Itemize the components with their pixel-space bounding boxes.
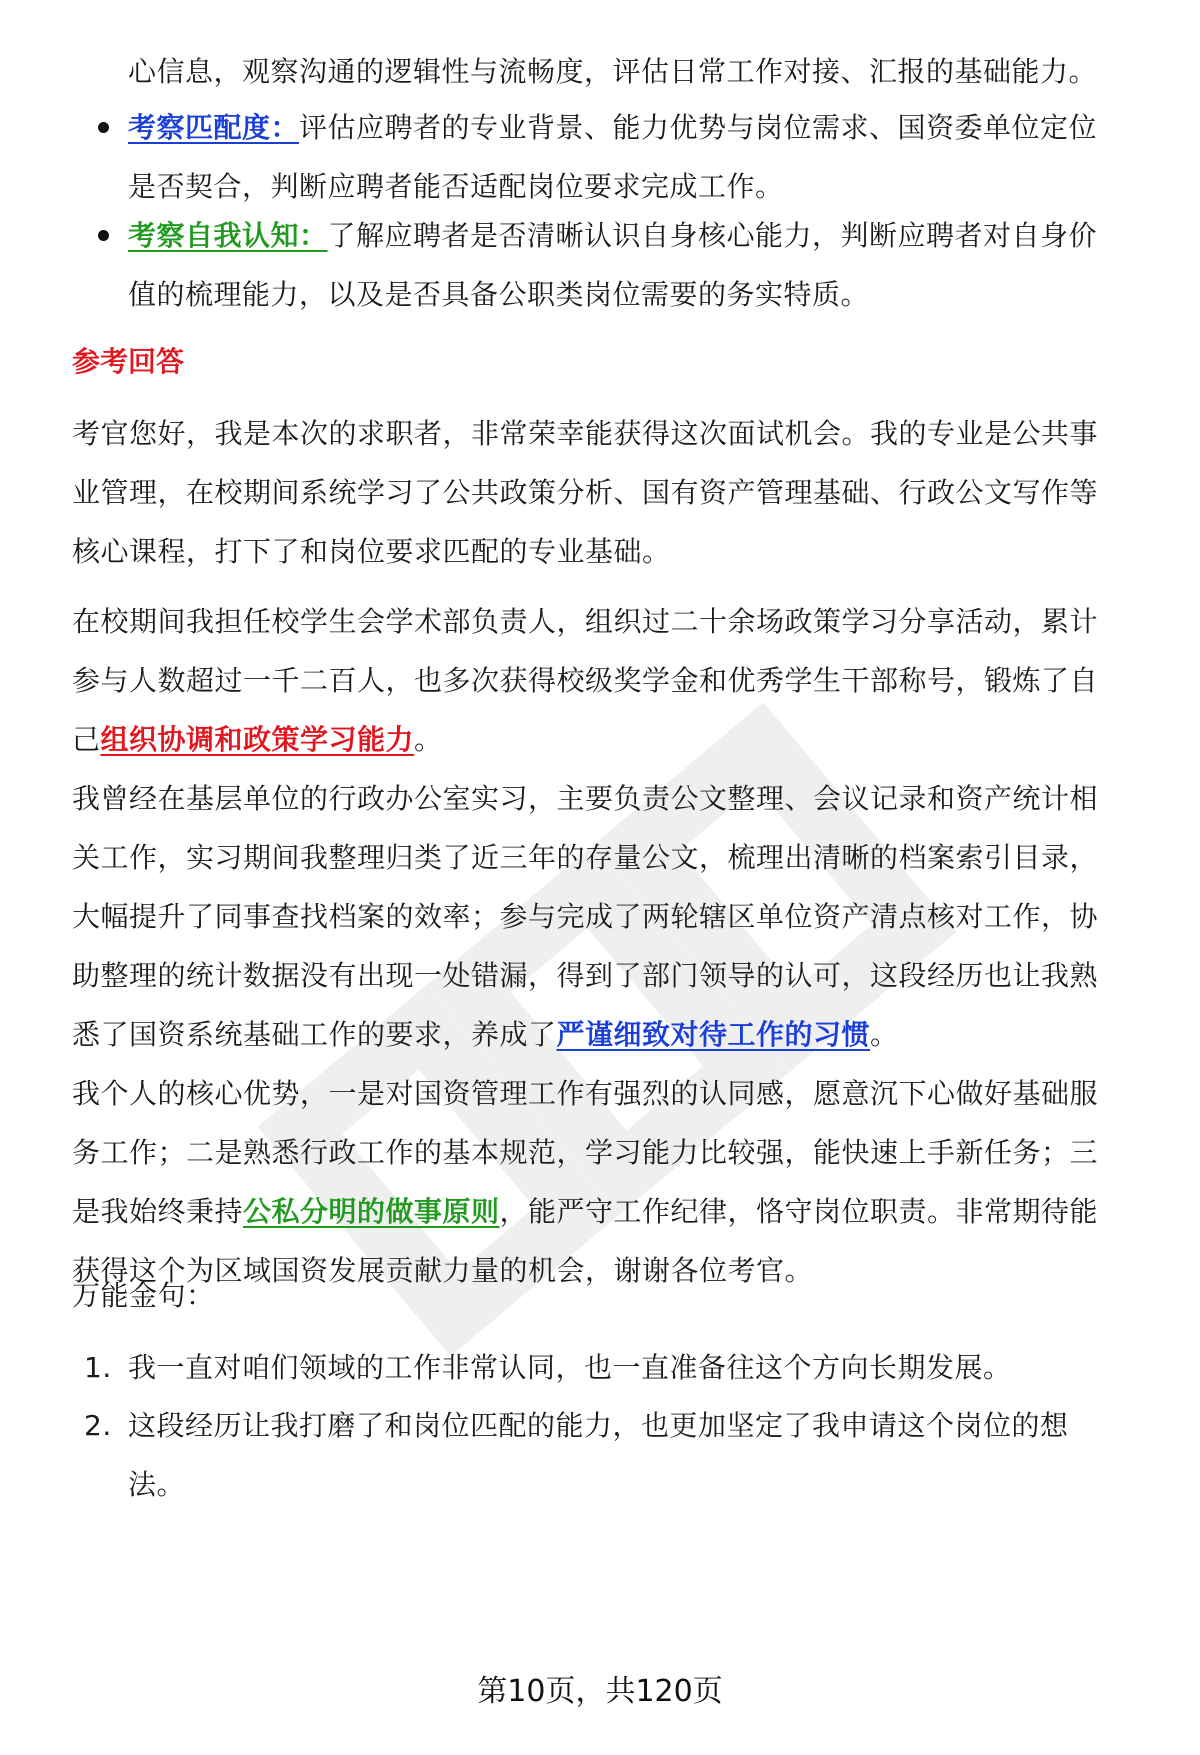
bullet-text: 是否契合，判断应聘者能否适配岗位要求完成工作。 [128,170,784,203]
text-line: 考官您好，我是本次的求职者，非常荣幸能获得这次面试机会。我的专业是公共事 [72,417,1099,450]
text-fragment: 己 [72,723,101,756]
page-footer: 第10页，共120页 [477,1674,723,1709]
list-text: 法。 [128,1468,186,1501]
text-fragment: ，能严守工作纪律，恪守岗位职责。非常期待能 [499,1195,1099,1228]
text-line: 务工作；二是熟悉行政工作的基本规范，学习能力比较强，能快速上手新任务；三 [72,1136,1099,1169]
keyword-highlight: 公私分明的做事原则 [243,1195,500,1228]
bullet-text: 值的梳理能力，以及是否具备公职类岗位需要的务实特质。 [128,278,870,311]
text-line: 关工作，实习期间我整理归类了近三年的存量公文，梳理出清晰的档案索引目录， [72,841,1099,874]
text-line: 助整理的统计数据没有出现一处错漏，得到了部门领导的认可，这段经历也让我熟 [72,959,1099,992]
bullet-item [72,206,1162,324]
text-line: 我个人的核心优势，一是对国资管理工作有强烈的认同感，愿意沉下心做好基础服 [72,1077,1099,1110]
text-line: 在校期间我担任校学生会学术部负责人，组织过二十余场政策学习分享活动，累计 [72,605,1099,638]
bullet-item [72,98,1162,216]
text-fragment: 。 [870,1018,899,1051]
bullet-dot-icon [98,230,109,241]
bullet-dot-icon [98,122,109,133]
text-line: 我曾经在基层单位的行政办公室实习，主要负责公文整理、会议记录和资产统计相 [72,782,1099,815]
text-fragment: 。 [414,723,443,756]
text-line: 获得这个为区域国资发展贡献力量的机会，谢谢各位考官。 [72,1254,814,1287]
list-item [72,1338,1162,1397]
text-line: 大幅提升了同事查找档案的效率；参与完成了两轮辖区单位资产清点核对工作，协 [72,900,1099,933]
text-fragment: 悉了国资系统基础工作的要求，养成了 [72,1018,557,1051]
keyword-highlight: 组织协调和政策学习能力 [100,723,415,756]
text-line: 参与人数超过一千二百人，也多次获得校级奖学金和优秀学生干部称号，锻炼了自 [72,664,1099,697]
section-heading: 参考回答 [72,345,185,378]
list-text: 这段经历让我打磨了和岗位匹配的能力，也更加坚定了我申请这个岗位的想 [128,1409,1069,1442]
keyword-highlight: 考察匹配度： [128,111,300,144]
list-text: 我一直对咱们领域的工作非常认同，也一直准备往这个方向长期发展。 [128,1351,1012,1384]
list-number: 2. [84,1409,112,1442]
list-number: 1. [84,1351,112,1384]
text-line: 业管理，在校期间系统学习了公共政策分析、国有资产管理基础、行政公文写作等 [72,476,1099,509]
list-item [72,1396,1162,1514]
continued-line: 心信息，观察沟通的逻辑性与流畅度，评估日常工作对接、汇报的基础能力。 [128,55,1098,88]
keyword-highlight: 考察自我认知： [128,219,328,252]
golden-label: 万能金句： [72,1279,215,1312]
paragraph-campus [72,592,1144,1300]
bullet-text: 评估应聘者的专业背景、能力优势与岗位需求、国资委单位定位 [299,111,1098,144]
text-line: 核心课程，打下了和岗位要求匹配的专业基础。 [72,535,671,568]
paragraph-intro [72,404,1144,581]
keyword-highlight: 严谨细致对待工作的习惯 [556,1018,871,1051]
text-fragment: 是我始终秉持 [72,1195,244,1228]
bullet-text: 了解应聘者是否清晰认识自身核心能力，判断应聘者对自身价 [327,219,1098,252]
